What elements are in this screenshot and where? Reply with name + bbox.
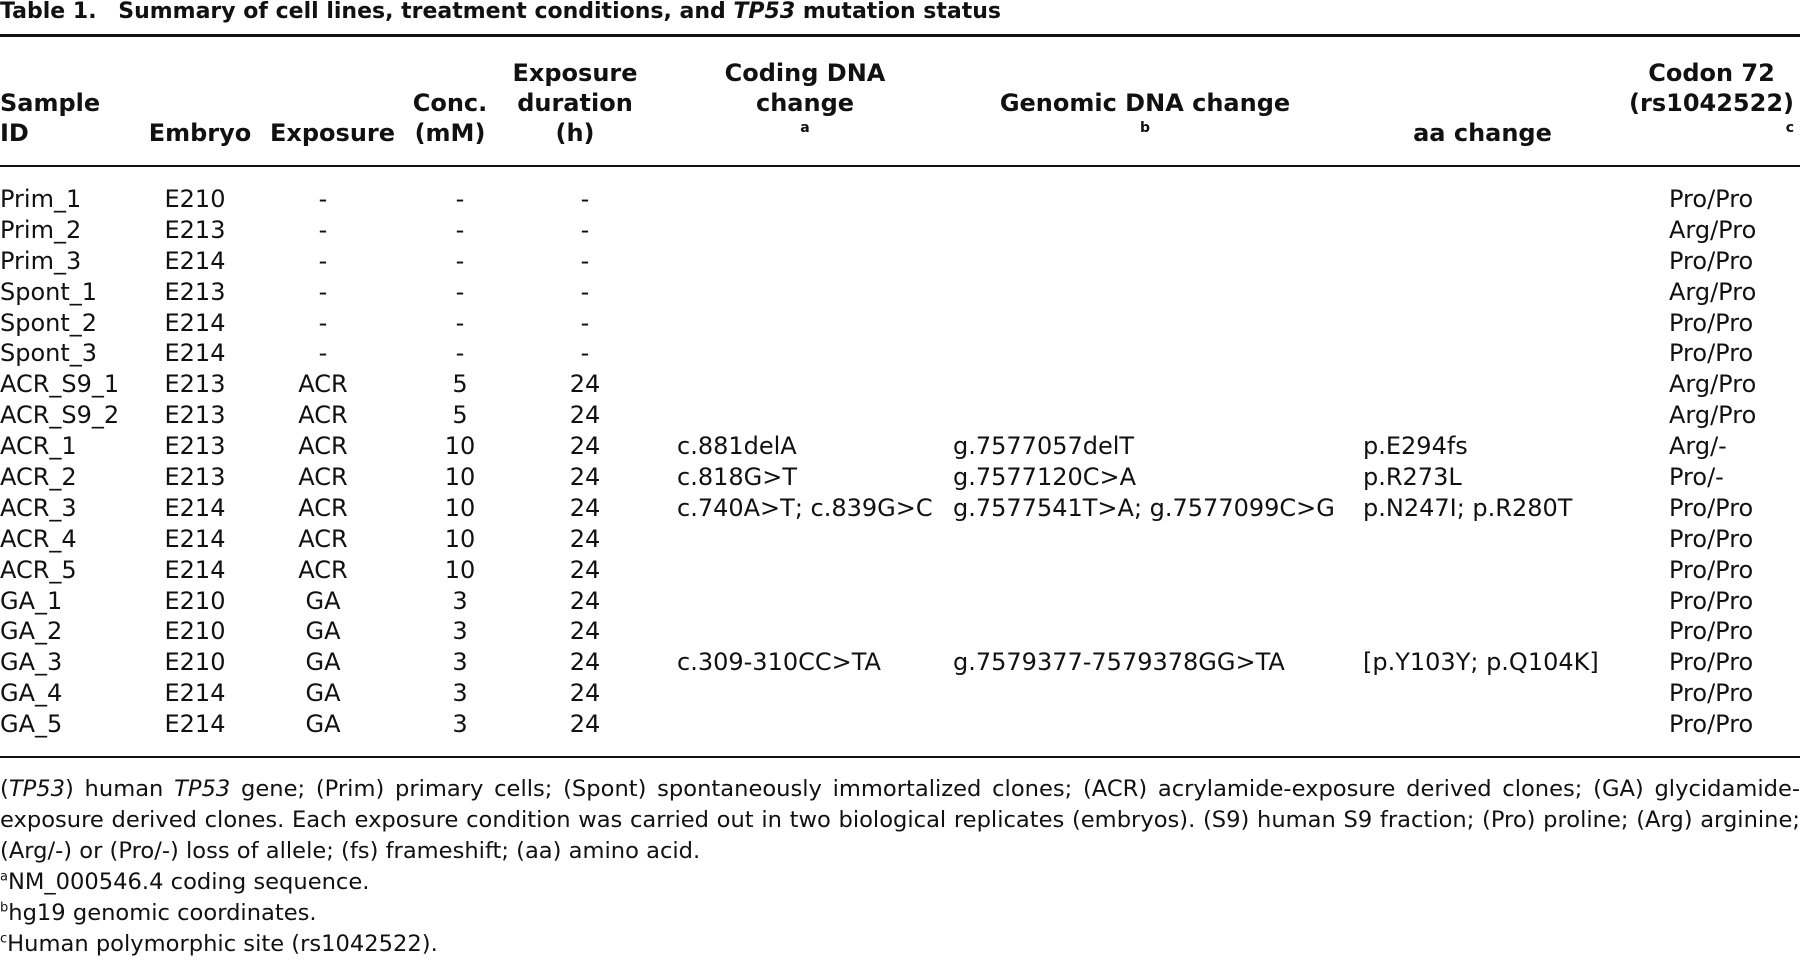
cell-exposure: GA: [305, 710, 341, 739]
cell-conc: 10: [444, 555, 476, 584]
cell-duration: 24: [569, 586, 601, 615]
cell-exposure: ACR: [298, 524, 348, 553]
footnote-c: $^c$Human polymorphic site (rs1042522).: [0, 931, 438, 957]
cell-conc: -: [455, 277, 465, 306]
cell-embryo: E210: [164, 185, 226, 213]
cell-codon72: Pro/Pro: [1669, 339, 1754, 368]
caption-gene: TP53: [733, 0, 796, 24]
cell-codon72: Pro/Pro: [1669, 493, 1754, 522]
cell-sample-id: Spont_3: [0, 339, 98, 368]
table-row: [0, 246, 1800, 277]
table-row: [0, 338, 1800, 369]
cell-embryo: E213: [164, 401, 226, 430]
table-row: [0, 709, 1800, 740]
cell-codon72: Pro/Pro: [1669, 710, 1754, 739]
cell-coding-dna: c.309-310CC>TA: [677, 648, 881, 677]
table-row: [0, 462, 1800, 493]
cell-codon72: Pro/Pro: [1669, 246, 1754, 275]
cell-duration: 24: [569, 710, 601, 739]
cell-duration: 24: [569, 370, 601, 399]
cell-conc: 5: [452, 401, 468, 430]
cell-sample-id: Prim_2: [0, 215, 82, 244]
cell-codon72: Pro/Pro: [1669, 524, 1754, 553]
cell-exposure: -: [318, 339, 328, 368]
cell-embryo: E214: [164, 555, 226, 584]
table-row: [0, 678, 1800, 709]
footnote-b: $^b$hg19 genomic coordinates.: [0, 900, 317, 926]
cell-exposure: GA: [305, 586, 341, 615]
table-body: [0, 184, 1800, 740]
cell-embryo: E210: [164, 617, 226, 646]
cell-duration: 24: [569, 617, 601, 646]
cell-codon72: Pro/Pro: [1669, 617, 1754, 646]
cell-conc: 3: [452, 586, 468, 615]
header-sample-id: Sample ID: [0, 89, 101, 147]
table-row: [0, 400, 1800, 431]
cell-codon72: Arg/-: [1669, 432, 1727, 461]
cell-exposure: ACR: [298, 493, 348, 522]
table-row: [0, 524, 1800, 555]
cell-conc: -: [455, 246, 465, 275]
cell-embryo: E213: [164, 370, 226, 399]
cell-exposure: ACR: [298, 432, 348, 461]
header-coding-dna: Coding DNA change $^a$: [724, 59, 886, 136]
cell-aa-change: p.R273L: [1363, 463, 1462, 492]
cell-codon72: Pro/Pro: [1669, 308, 1754, 337]
cell-embryo: E213: [164, 463, 226, 492]
cell-sample-id: GA_1: [0, 586, 63, 615]
cell-embryo: E214: [164, 493, 226, 522]
cell-duration: 24: [569, 679, 601, 708]
cell-conc: 10: [444, 463, 476, 492]
cell-duration: 24: [569, 401, 601, 430]
cell-sample-id: GA_4: [0, 679, 63, 708]
table-row: [0, 215, 1800, 246]
cell-codon72: Pro/Pro: [1669, 648, 1754, 677]
cell-sample-id: GA_5: [0, 710, 63, 739]
cell-conc: 3: [452, 679, 468, 708]
cell-sample-id: Prim_3: [0, 246, 82, 275]
cell-exposure: -: [318, 246, 328, 275]
cell-codon72: Arg/Pro: [1669, 277, 1757, 306]
cell-duration: -: [580, 215, 590, 244]
cell-exposure: -: [318, 215, 328, 244]
cell-duration: -: [580, 308, 590, 337]
cell-codon72: Arg/Pro: [1669, 370, 1757, 399]
cell-embryo: E213: [164, 215, 226, 244]
table-number: Table 1.: [0, 0, 97, 24]
table-row: [0, 555, 1800, 586]
cell-duration: 24: [569, 432, 601, 461]
cell-duration: 24: [569, 524, 601, 553]
cell-sample-id: ACR_2: [0, 463, 77, 492]
cell-aa-change: p.E294fs: [1363, 432, 1468, 461]
cell-exposure: -: [318, 308, 328, 337]
cell-codon72: Pro/Pro: [1669, 679, 1754, 708]
cell-embryo: E213: [164, 432, 226, 461]
cell-coding-dna: c.881delA: [677, 432, 797, 461]
cell-sample-id: ACR_S9_2: [0, 401, 120, 430]
cell-codon72: Arg/Pro: [1669, 401, 1757, 430]
cell-embryo: E214: [164, 339, 226, 368]
cell-exposure: ACR: [298, 555, 348, 584]
cell-exposure: ACR: [298, 370, 348, 399]
cell-conc: 10: [444, 493, 476, 522]
cell-duration: 24: [569, 555, 601, 584]
cell-sample-id: GA_2: [0, 617, 63, 646]
header-exposure: Exposure: [270, 119, 396, 147]
table-row: [0, 277, 1800, 308]
cell-embryo: E213: [164, 277, 226, 306]
cell-codon72: Pro/Pro: [1669, 555, 1754, 584]
cell-exposure: ACR: [298, 401, 348, 430]
cell-genomic-dna: g.7577120C>A: [953, 463, 1137, 492]
footnote-a: $^a$NM_000546.4 coding sequence.: [0, 869, 370, 895]
cell-conc: 10: [444, 524, 476, 553]
cell-aa-change: [p.Y103Y; p.Q104K]: [1363, 648, 1599, 677]
cell-conc: -: [455, 215, 465, 244]
caption-text: Summary of cell lines, treatment conditions, and: [118, 0, 726, 24]
table-row: [0, 647, 1800, 678]
cell-embryo: E214: [164, 246, 226, 275]
table-row: [0, 493, 1800, 524]
cell-codon72: Arg/Pro: [1669, 215, 1757, 244]
header-codon72: Codon 72 (rs1042522) $^c$: [1629, 59, 1794, 136]
cell-exposure: GA: [305, 648, 341, 677]
table-row: [0, 586, 1800, 617]
cell-embryo: E214: [164, 524, 226, 553]
cell-duration: 24: [569, 648, 601, 677]
table-row: [0, 184, 1800, 215]
cell-duration: -: [580, 339, 590, 368]
cell-sample-id: ACR_5: [0, 555, 77, 584]
top-rule: [0, 34, 1800, 37]
cell-conc: 5: [452, 370, 468, 399]
cell-embryo: E214: [164, 710, 226, 739]
header-duration: Exposure duration (h): [512, 59, 638, 147]
cell-conc: -: [455, 308, 465, 337]
cell-duration: -: [580, 246, 590, 275]
cell-duration: 24: [569, 463, 601, 492]
table-row: [0, 616, 1800, 647]
cell-embryo: E210: [164, 586, 226, 615]
header-aa-change: aa change: [1413, 119, 1552, 147]
cell-codon72: Pro/Pro: [1669, 586, 1754, 615]
table-row: [0, 308, 1800, 339]
cell-exposure: GA: [305, 617, 341, 646]
cell-codon72: Pro/Pro: [1669, 185, 1754, 213]
cell-conc: 3: [452, 648, 468, 677]
cell-conc: 3: [452, 710, 468, 739]
abbreviations-note: (TP53) human TP53 gene; (Prim) primary cells; (Spont) spontaneously immortalized clones; (ACR) acrylamide-exposure derived clones; (GA) glycidamide-exposure derived clones. Each exposure condition was carried out in two biological replicates (embryos). (S9) human S9 fraction; (Pro) proline; (Arg) arginine; (Arg/-) or (Pro/-) loss of allele; (fs) frameshift; (aa) amino acid.: [0, 776, 1800, 864]
cell-exposure: GA: [305, 679, 341, 708]
cell-sample-id: Spont_1: [0, 277, 98, 306]
cell-sample-id: Prim_1: [0, 185, 82, 213]
cell-coding-dna: c.818G>T: [677, 463, 797, 492]
header-rule: [0, 165, 1800, 167]
cell-sample-id: ACR_1: [0, 432, 77, 461]
cell-exposure: -: [318, 185, 328, 213]
cell-sample-id: ACR_S9_1: [0, 370, 120, 399]
caption-text-end: mutation status: [802, 0, 1002, 24]
cell-exposure: -: [318, 277, 328, 306]
header-genomic-dna: Genomic DNA change $^b$: [999, 89, 1291, 136]
header-embryo: Embryo: [148, 119, 252, 147]
cell-aa-change: p.N247I; p.R280T: [1363, 493, 1573, 522]
cell-genomic-dna: g.7577057delT: [953, 432, 1135, 461]
cell-embryo: E214: [164, 679, 226, 708]
table-notes: [0, 774, 1800, 960]
table-row: [0, 431, 1800, 462]
cell-sample-id: ACR_4: [0, 524, 77, 553]
cell-genomic-dna: g.7577541T>A; g.7577099C>G: [953, 493, 1335, 522]
cell-conc: -: [455, 185, 465, 213]
bottom-rule: [0, 756, 1800, 758]
cell-embryo: E214: [164, 308, 226, 337]
cell-duration: 24: [569, 493, 601, 522]
cell-conc: 10: [444, 432, 476, 461]
cell-conc: 3: [452, 617, 468, 646]
cell-embryo: E210: [164, 648, 226, 677]
cell-sample-id: Spont_2: [0, 308, 98, 337]
table-row: [0, 369, 1800, 400]
cell-codon72: Pro/-: [1669, 463, 1724, 492]
cell-duration: -: [580, 277, 590, 306]
table-caption: [0, 0, 1800, 26]
cell-sample-id: ACR_3: [0, 493, 77, 522]
cell-genomic-dna: g.7579377-7579378GG>TA: [953, 648, 1285, 677]
cell-duration: -: [580, 185, 590, 213]
cell-conc: -: [455, 339, 465, 368]
cell-exposure: ACR: [298, 463, 348, 492]
cell-sample-id: GA_3: [0, 648, 63, 677]
cell-coding-dna: c.740A>T; c.839G>C: [677, 493, 933, 522]
header-conc: Conc. (mM): [412, 89, 488, 147]
